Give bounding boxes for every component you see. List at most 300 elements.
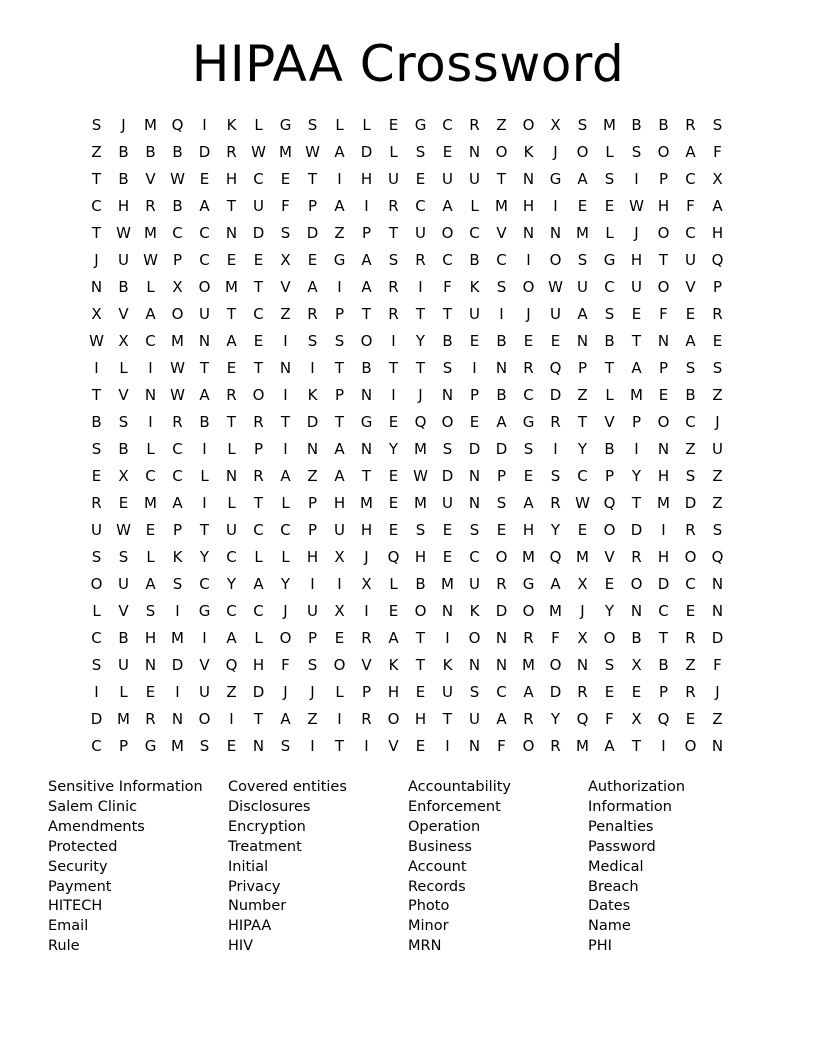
grid-letter: X bbox=[577, 629, 588, 647]
grid-letter: C bbox=[442, 251, 453, 269]
grid-letter: E bbox=[685, 710, 696, 728]
grid-letter: P bbox=[361, 224, 372, 242]
grid-letter: E bbox=[388, 116, 399, 134]
grid-letter: B bbox=[631, 116, 642, 134]
grid-letter: A bbox=[334, 197, 345, 215]
grid-letter: L bbox=[605, 224, 614, 242]
grid-letter: A bbox=[577, 170, 588, 188]
grid-letter: U bbox=[631, 278, 642, 296]
grid-letter: A bbox=[685, 143, 696, 161]
grid-letter: K bbox=[388, 656, 399, 674]
grid-letter: D bbox=[252, 683, 265, 701]
grid-letter: I bbox=[337, 575, 342, 593]
grid-letter: Y bbox=[388, 440, 399, 458]
grid-letter: J bbox=[310, 683, 315, 701]
grid-row bbox=[83, 517, 733, 544]
grid-letter: P bbox=[361, 683, 372, 701]
grid-letter: F bbox=[281, 656, 290, 674]
grid-letter: O bbox=[657, 413, 670, 431]
grid-letter: T bbox=[91, 170, 102, 188]
word-item: Password bbox=[588, 838, 656, 855]
grid-letter: L bbox=[146, 278, 155, 296]
grid-letter: U bbox=[415, 224, 426, 242]
grid-letter: S bbox=[415, 521, 426, 539]
grid-letter: T bbox=[442, 710, 453, 728]
grid-letter: I bbox=[364, 737, 369, 755]
grid-letter: R bbox=[550, 737, 561, 755]
grid-letter: C bbox=[496, 251, 507, 269]
grid-letter: Y bbox=[226, 575, 237, 593]
grid-letter: V bbox=[496, 224, 507, 242]
grid-letter: Z bbox=[307, 467, 318, 485]
grid-letter: B bbox=[118, 170, 129, 188]
grid-letter: H bbox=[414, 548, 427, 566]
grid-letter: T bbox=[253, 494, 264, 512]
word-item: Information bbox=[588, 798, 672, 815]
grid-letter: D bbox=[549, 386, 562, 404]
puzzle-title: HIPAA Crossword bbox=[191, 35, 625, 93]
grid-letter: D bbox=[360, 143, 373, 161]
grid-letter: E bbox=[577, 521, 588, 539]
grid-letter: J bbox=[634, 224, 639, 242]
grid-letter: T bbox=[307, 170, 318, 188]
grid-letter: T bbox=[199, 359, 210, 377]
grid-letter: O bbox=[657, 278, 670, 296]
grid-letter: E bbox=[631, 305, 642, 323]
grid-letter: N bbox=[468, 143, 481, 161]
grid-letter: W bbox=[629, 197, 644, 215]
grid-letter: C bbox=[226, 548, 237, 566]
grid-letter: B bbox=[604, 332, 615, 350]
grid-row bbox=[83, 409, 733, 436]
grid-letter: E bbox=[415, 170, 426, 188]
grid-letter: E bbox=[523, 467, 534, 485]
grid-row bbox=[83, 166, 733, 193]
grid-letter: N bbox=[495, 656, 508, 674]
grid-letter: I bbox=[445, 737, 450, 755]
grid-letter: N bbox=[495, 629, 508, 647]
word-item: Protected bbox=[48, 838, 118, 855]
grid-letter: I bbox=[472, 359, 477, 377]
grid-letter: E bbox=[496, 521, 507, 539]
grid-letter: E bbox=[685, 305, 696, 323]
grid-letter: H bbox=[360, 170, 373, 188]
grid-letter: U bbox=[118, 575, 129, 593]
grid-letter: N bbox=[198, 332, 211, 350]
grid-letter: T bbox=[253, 710, 264, 728]
grid-letter: N bbox=[711, 602, 724, 620]
grid-letter: W bbox=[548, 278, 563, 296]
grid-letter: J bbox=[715, 683, 720, 701]
grid-letter: H bbox=[711, 224, 724, 242]
grid-letter: A bbox=[307, 278, 318, 296]
grid-letter: A bbox=[577, 305, 588, 323]
grid-letter: I bbox=[94, 683, 99, 701]
word-item: Medical bbox=[588, 858, 644, 875]
word-item: Breach bbox=[588, 878, 639, 895]
grid-row bbox=[83, 598, 733, 625]
grid-letter: R bbox=[631, 548, 642, 566]
grid-letter: S bbox=[604, 170, 615, 188]
word-item: Treatment bbox=[228, 838, 302, 855]
word-item: Minor bbox=[408, 918, 449, 935]
grid-letter: M bbox=[225, 278, 238, 296]
grid-letter: A bbox=[172, 494, 183, 512]
grid-letter: B bbox=[118, 629, 129, 647]
grid-letter: N bbox=[441, 602, 454, 620]
grid-letter: B bbox=[118, 278, 129, 296]
grid-letter: Q bbox=[171, 116, 184, 134]
grid-letter: D bbox=[495, 440, 508, 458]
grid-letter: R bbox=[523, 359, 534, 377]
word-item: Initial bbox=[228, 858, 269, 875]
grid-letter: X bbox=[712, 170, 723, 188]
grid-letter: N bbox=[657, 332, 670, 350]
grid-letter: N bbox=[225, 467, 238, 485]
grid-letter: D bbox=[468, 440, 481, 458]
grid-letter: S bbox=[550, 467, 561, 485]
grid-letter: M bbox=[279, 143, 292, 161]
grid-letter: F bbox=[605, 710, 614, 728]
grid-letter: X bbox=[91, 305, 102, 323]
grid-letter: R bbox=[388, 305, 399, 323]
grid-row bbox=[83, 220, 733, 247]
grid-letter: J bbox=[553, 143, 558, 161]
grid-letter: O bbox=[522, 737, 535, 755]
grid-letter: C bbox=[658, 602, 669, 620]
grid-letter: L bbox=[605, 143, 614, 161]
grid-letter: R bbox=[388, 278, 399, 296]
grid-letter: C bbox=[253, 170, 264, 188]
grid-letter: O bbox=[441, 224, 454, 242]
grid-letter: T bbox=[91, 386, 102, 404]
grid-letter: J bbox=[94, 251, 99, 269]
grid-row bbox=[83, 139, 733, 166]
grid-letter: E bbox=[415, 683, 426, 701]
grid-letter: L bbox=[281, 494, 290, 512]
grid-letter: C bbox=[280, 521, 291, 539]
grid-letter: R bbox=[361, 710, 372, 728]
grid-letter: R bbox=[145, 710, 156, 728]
grid-letter: S bbox=[91, 116, 102, 134]
grid-letter: S bbox=[199, 737, 210, 755]
grid-letter: E bbox=[523, 332, 534, 350]
grid-letter: A bbox=[361, 278, 372, 296]
grid-row bbox=[83, 112, 733, 139]
grid-letter: R bbox=[172, 413, 183, 431]
grid-letter: M bbox=[144, 494, 157, 512]
grid-letter: M bbox=[576, 737, 589, 755]
grid-letter: N bbox=[171, 710, 184, 728]
grid-letter: C bbox=[685, 575, 696, 593]
grid-letter: Z bbox=[712, 494, 723, 512]
word-item: Salem Clinic bbox=[48, 798, 138, 815]
grid-letter: B bbox=[658, 116, 669, 134]
grid-letter: U bbox=[199, 683, 210, 701]
grid-letter: B bbox=[199, 413, 210, 431]
grid-letter: S bbox=[91, 548, 102, 566]
grid-letter: F bbox=[497, 737, 506, 755]
grid-letter: O bbox=[576, 143, 589, 161]
grid-letter: C bbox=[199, 251, 210, 269]
grid-letter: C bbox=[415, 197, 426, 215]
grid-letter: U bbox=[712, 440, 723, 458]
grid-letter: C bbox=[604, 278, 615, 296]
word-item: Covered entities bbox=[228, 779, 347, 795]
grid-letter: B bbox=[658, 656, 669, 674]
grid-letter: C bbox=[226, 602, 237, 620]
grid-letter: S bbox=[307, 332, 318, 350]
grid-letter: L bbox=[254, 116, 263, 134]
grid-letter: L bbox=[227, 440, 236, 458]
grid-letter: D bbox=[198, 143, 211, 161]
grid-letter: I bbox=[391, 386, 396, 404]
grid-letter: T bbox=[415, 629, 426, 647]
grid-letter: D bbox=[684, 494, 697, 512]
grid-letter: E bbox=[253, 332, 264, 350]
grid-letter: O bbox=[360, 332, 373, 350]
grid-letter: M bbox=[630, 386, 643, 404]
grid-letter: T bbox=[226, 305, 237, 323]
grid-letter: A bbox=[199, 197, 210, 215]
grid-letter: Z bbox=[280, 305, 291, 323]
grid-letter: Z bbox=[712, 386, 723, 404]
grid-letter: R bbox=[226, 143, 237, 161]
grid-letter: M bbox=[414, 494, 427, 512]
grid-letter: F bbox=[443, 278, 452, 296]
grid-letter: L bbox=[227, 494, 236, 512]
grid-letter: B bbox=[685, 386, 696, 404]
grid-letter: E bbox=[118, 494, 129, 512]
grid-letter: N bbox=[576, 332, 589, 350]
grid-letter: C bbox=[91, 197, 102, 215]
grid-letter: U bbox=[469, 710, 480, 728]
grid-letter: P bbox=[658, 359, 669, 377]
grid-letter: E bbox=[415, 737, 426, 755]
grid-letter: W bbox=[170, 359, 185, 377]
grid-letter: S bbox=[307, 656, 318, 674]
grid-letter: R bbox=[145, 197, 156, 215]
grid-letter: E bbox=[685, 602, 696, 620]
grid-row bbox=[83, 355, 733, 382]
grid-letter: P bbox=[118, 737, 129, 755]
grid-letter: I bbox=[310, 359, 315, 377]
grid-letter: K bbox=[469, 602, 480, 620]
grid-letter: U bbox=[469, 170, 480, 188]
grid-letter: J bbox=[283, 602, 288, 620]
grid-letter: R bbox=[415, 251, 426, 269]
grid-letter: L bbox=[470, 197, 479, 215]
word-item: Payment bbox=[48, 878, 112, 895]
grid-letter: A bbox=[712, 197, 723, 215]
grid-letter: I bbox=[364, 197, 369, 215]
grid-letter: R bbox=[253, 467, 264, 485]
grid-letter: X bbox=[631, 710, 642, 728]
grid-letter: B bbox=[118, 440, 129, 458]
grid-letter: I bbox=[175, 602, 180, 620]
grid-letter: M bbox=[171, 629, 184, 647]
word-item: Records bbox=[408, 878, 466, 895]
grid-letter: I bbox=[310, 575, 315, 593]
grid-letter: T bbox=[253, 278, 264, 296]
grid-letter: S bbox=[604, 305, 615, 323]
grid-letter: H bbox=[387, 683, 400, 701]
grid-letter: D bbox=[252, 224, 265, 242]
grid-letter: R bbox=[307, 305, 318, 323]
grid-letter: E bbox=[388, 494, 399, 512]
grid-letter: J bbox=[580, 602, 585, 620]
grid-letter: N bbox=[630, 602, 643, 620]
letter-grid bbox=[83, 112, 733, 760]
grid-letter: M bbox=[522, 656, 535, 674]
grid-letter: A bbox=[604, 737, 615, 755]
grid-letter: H bbox=[414, 710, 427, 728]
grid-letter: T bbox=[658, 251, 669, 269]
grid-letter: O bbox=[603, 521, 616, 539]
grid-letter: U bbox=[118, 251, 129, 269]
grid-letter: P bbox=[172, 251, 183, 269]
word-item: Name bbox=[588, 918, 631, 935]
grid-letter: H bbox=[630, 251, 643, 269]
grid-letter: I bbox=[337, 710, 342, 728]
grid-letter: E bbox=[658, 386, 669, 404]
grid-letter: D bbox=[306, 413, 319, 431]
grid-letter: D bbox=[711, 629, 724, 647]
grid-letter: H bbox=[252, 656, 265, 674]
grid-letter: E bbox=[442, 143, 453, 161]
grid-letter: S bbox=[577, 116, 588, 134]
grid-letter: E bbox=[550, 332, 561, 350]
grid-letter: C bbox=[469, 224, 480, 242]
grid-letter: C bbox=[145, 332, 156, 350]
grid-letter: S bbox=[307, 116, 318, 134]
grid-letter: F bbox=[686, 197, 695, 215]
grid-letter: A bbox=[388, 629, 399, 647]
grid-letter: T bbox=[388, 224, 399, 242]
grid-letter: D bbox=[549, 683, 562, 701]
grid-letter: A bbox=[523, 683, 534, 701]
grid-letter: H bbox=[144, 629, 157, 647]
grid-letter: W bbox=[116, 521, 131, 539]
grid-letter: H bbox=[657, 548, 670, 566]
grid-letter: Q bbox=[576, 710, 589, 728]
grid-letter: E bbox=[442, 521, 453, 539]
grid-letter: M bbox=[171, 332, 184, 350]
grid-letter: N bbox=[252, 737, 265, 755]
grid-letter: L bbox=[146, 548, 155, 566]
grid-letter: Z bbox=[577, 386, 588, 404]
grid-letter: R bbox=[361, 629, 372, 647]
grid-letter: U bbox=[442, 494, 453, 512]
grid-letter: N bbox=[360, 440, 373, 458]
word-column bbox=[228, 778, 408, 957]
grid-letter: M bbox=[144, 116, 157, 134]
grid-letter: S bbox=[442, 440, 453, 458]
grid-letter: P bbox=[307, 197, 318, 215]
grid-letter: V bbox=[118, 305, 129, 323]
grid-letter: S bbox=[469, 521, 480, 539]
grid-letter: S bbox=[631, 143, 642, 161]
grid-letter: V bbox=[118, 602, 129, 620]
grid-letter: X bbox=[631, 656, 642, 674]
grid-letter: U bbox=[577, 278, 588, 296]
grid-letter: N bbox=[468, 494, 481, 512]
grid-letter: B bbox=[496, 386, 507, 404]
grid-letter: A bbox=[253, 575, 264, 593]
grid-letter: R bbox=[550, 413, 561, 431]
grid-letter: O bbox=[522, 116, 535, 134]
grid-letter: I bbox=[94, 359, 99, 377]
grid-letter: F bbox=[713, 143, 722, 161]
grid-letter: J bbox=[715, 413, 720, 431]
grid-letter: G bbox=[279, 116, 292, 134]
grid-letter: Y bbox=[631, 467, 642, 485]
grid-letter: Q bbox=[549, 359, 562, 377]
grid-letter: V bbox=[199, 656, 210, 674]
grid-letter: N bbox=[522, 224, 535, 242]
grid-letter: V bbox=[145, 170, 156, 188]
grid-letter: C bbox=[253, 305, 264, 323]
grid-letter: L bbox=[92, 602, 101, 620]
grid-letter: S bbox=[388, 251, 399, 269]
grid-letter: T bbox=[334, 737, 345, 755]
word-item: Rule bbox=[48, 938, 80, 955]
grid-letter: V bbox=[604, 413, 615, 431]
grid-letter: E bbox=[388, 467, 399, 485]
word-bank bbox=[48, 778, 768, 957]
grid-letter: Z bbox=[496, 116, 507, 134]
grid-letter: U bbox=[334, 521, 345, 539]
grid-letter: P bbox=[658, 683, 669, 701]
grid-letter: N bbox=[468, 656, 481, 674]
grid-letter: T bbox=[334, 359, 345, 377]
grid-row bbox=[83, 679, 733, 706]
grid-letter: M bbox=[495, 197, 508, 215]
grid-letter: E bbox=[604, 197, 615, 215]
grid-letter: A bbox=[685, 332, 696, 350]
grid-letter: E bbox=[145, 521, 156, 539]
grid-letter: C bbox=[469, 548, 480, 566]
grid-letter: C bbox=[496, 683, 507, 701]
grid-letter: T bbox=[658, 629, 669, 647]
grid-letter: S bbox=[712, 359, 723, 377]
grid-letter: S bbox=[685, 359, 696, 377]
grid-letter: B bbox=[172, 197, 183, 215]
word-item: Disclosures bbox=[228, 798, 311, 815]
grid-letter: A bbox=[631, 359, 642, 377]
grid-letter: B bbox=[145, 143, 156, 161]
grid-letter: W bbox=[116, 224, 131, 242]
grid-letter: C bbox=[199, 224, 210, 242]
grid-letter: R bbox=[550, 494, 561, 512]
grid-letter: A bbox=[496, 413, 507, 431]
grid-letter: G bbox=[522, 575, 535, 593]
grid-letter: B bbox=[415, 575, 426, 593]
grid-letter: P bbox=[172, 521, 183, 539]
grid-letter: N bbox=[549, 224, 562, 242]
grid-letter: A bbox=[550, 575, 561, 593]
grid-letter: A bbox=[334, 467, 345, 485]
grid-letter: I bbox=[310, 737, 315, 755]
grid-letter: E bbox=[280, 170, 291, 188]
grid-letter: D bbox=[630, 521, 643, 539]
grid-letter: E bbox=[577, 197, 588, 215]
grid-letter: V bbox=[361, 656, 372, 674]
grid-letter: R bbox=[469, 116, 480, 134]
grid-letter: I bbox=[553, 197, 558, 215]
grid-letter: O bbox=[90, 575, 103, 593]
grid-letter: I bbox=[391, 332, 396, 350]
